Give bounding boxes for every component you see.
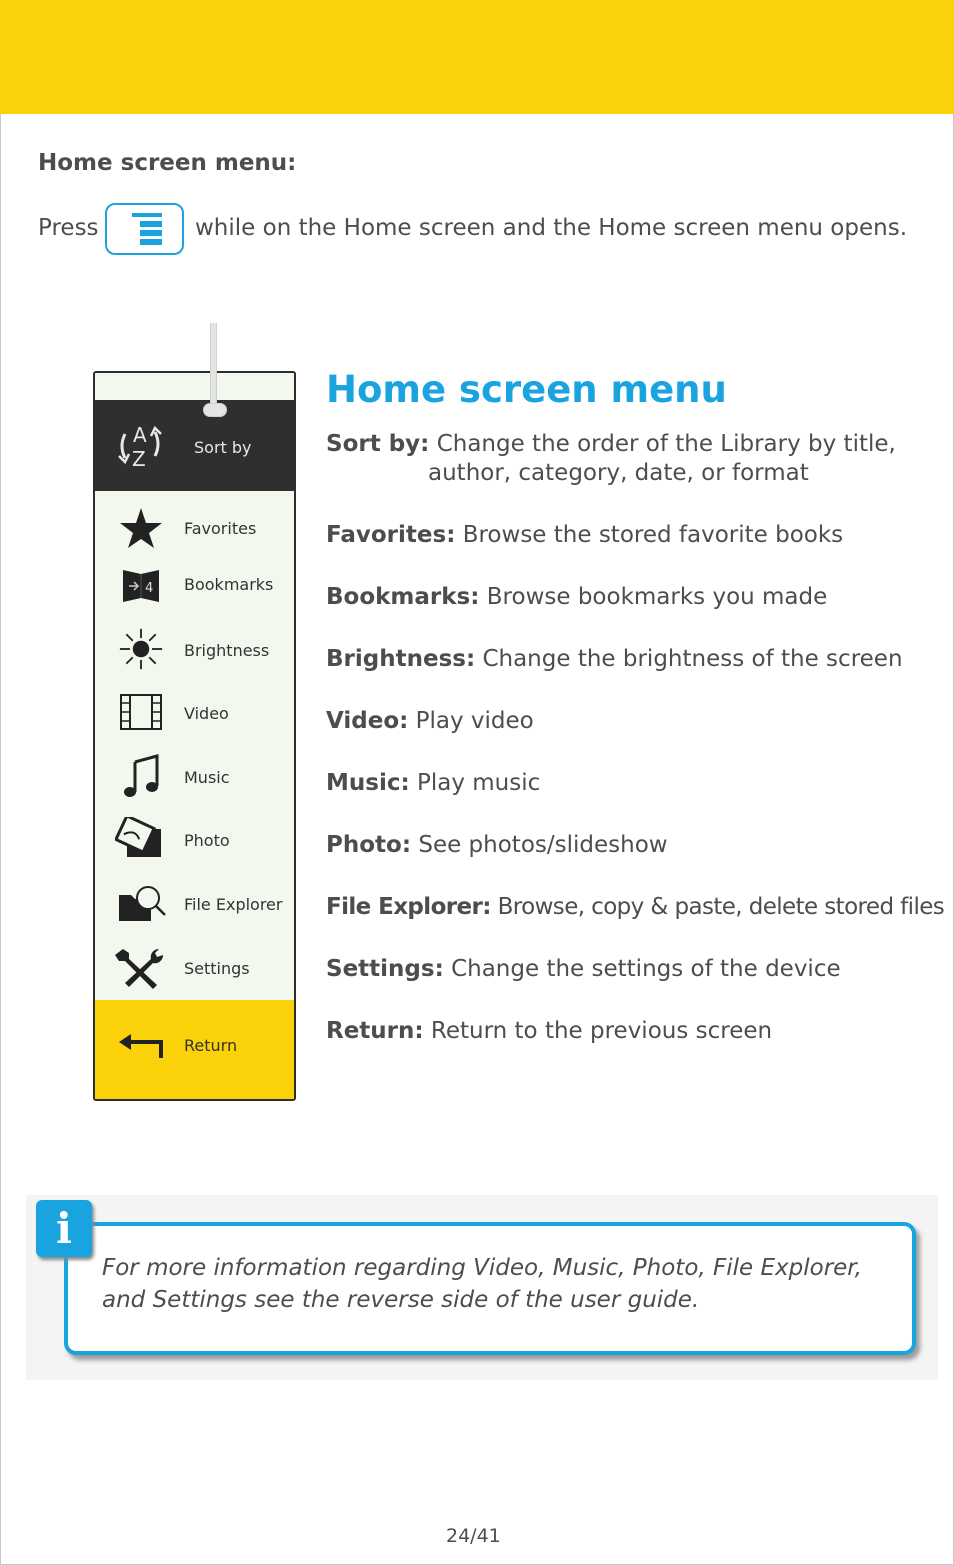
desc-bookmarks: Bookmarks: Browse bookmarks you made [326, 584, 828, 610]
menu-item-settings[interactable] [95, 939, 294, 999]
folder-search-icon [115, 881, 167, 925]
intro-press-text: Press [38, 215, 99, 241]
bookmarks-label: Bookmarks [184, 575, 274, 594]
menu-item-sort-by[interactable] [95, 400, 294, 491]
desc-file-explorer: File Explorer: Browse, copy & paste, delete stored files [326, 894, 945, 920]
sort-letter-a: A [133, 423, 147, 447]
home-menu-mockup [93, 371, 296, 1101]
bookmark-badge: 4 [145, 581, 154, 596]
desc-photo: Photo: See photos/slideshow [326, 832, 668, 858]
desc-settings: Settings: Change the settings of the device [326, 956, 841, 982]
menu-item-favorites[interactable] [95, 498, 294, 558]
section-heading: Home screen menu: [38, 150, 297, 176]
description-title: Home screen menu [326, 368, 727, 411]
desc-sort-by: Sort by: Change the order of the Library by title, [326, 431, 896, 457]
page-number: 24/41 [446, 1525, 501, 1547]
menu-item-return[interactable] [95, 1000, 294, 1101]
photo-label: Photo [184, 831, 230, 850]
menu-item-file-explorer[interactable] [95, 875, 294, 935]
info-icon: i [36, 1200, 92, 1257]
video-label: Video [184, 704, 229, 723]
favorites-label: Favorites [184, 519, 257, 538]
desc-sort-by-cont: author, category, date, or format [428, 460, 809, 486]
sun-icon [115, 627, 167, 671]
brightness-label: Brightness [184, 641, 270, 660]
pointer-dot [203, 403, 227, 417]
return-arrow-icon [117, 1028, 167, 1064]
film-icon [115, 691, 167, 735]
menu-list-icon [132, 213, 162, 247]
intro-rest-text: while on the Home screen and the Home screen menu opens. [195, 215, 908, 241]
sort-letter-z: Z [132, 447, 146, 470]
menu-item-photo[interactable] [95, 811, 294, 871]
music-note-icon [115, 754, 167, 798]
settings-label: Settings [184, 959, 250, 978]
pointer-line [210, 323, 217, 413]
menu-key-button[interactable] [105, 203, 184, 255]
desc-brightness: Brightness: Change the brightness of the screen [326, 646, 903, 672]
info-text: For more information regarding Video, Music, Photo, File Explorer, and Settings see the reverse side of the user guide. [102, 1255, 862, 1313]
sort-az-icon [115, 418, 165, 470]
menu-item-video[interactable] [95, 685, 294, 745]
sort-by-label: Sort by [194, 438, 252, 457]
return-label: Return [184, 1036, 238, 1055]
music-label: Music [184, 768, 230, 787]
header-bar [0, 0, 954, 114]
desc-return: Return: Return to the previous screen [326, 1018, 773, 1044]
desc-video: Video: Play video [326, 708, 534, 734]
menu-item-bookmarks[interactable] [95, 556, 294, 616]
bookmark-book-icon [115, 564, 167, 608]
desc-music: Music: Play music [326, 770, 541, 796]
photo-icon [115, 817, 167, 861]
file-explorer-label: File Explorer [184, 895, 283, 914]
menu-item-brightness[interactable] [95, 621, 294, 681]
menu-item-music[interactable] [95, 748, 294, 808]
tools-icon [115, 945, 167, 989]
star-icon [115, 506, 167, 550]
desc-favorites: Favorites: Browse the stored favorite books [326, 522, 844, 548]
